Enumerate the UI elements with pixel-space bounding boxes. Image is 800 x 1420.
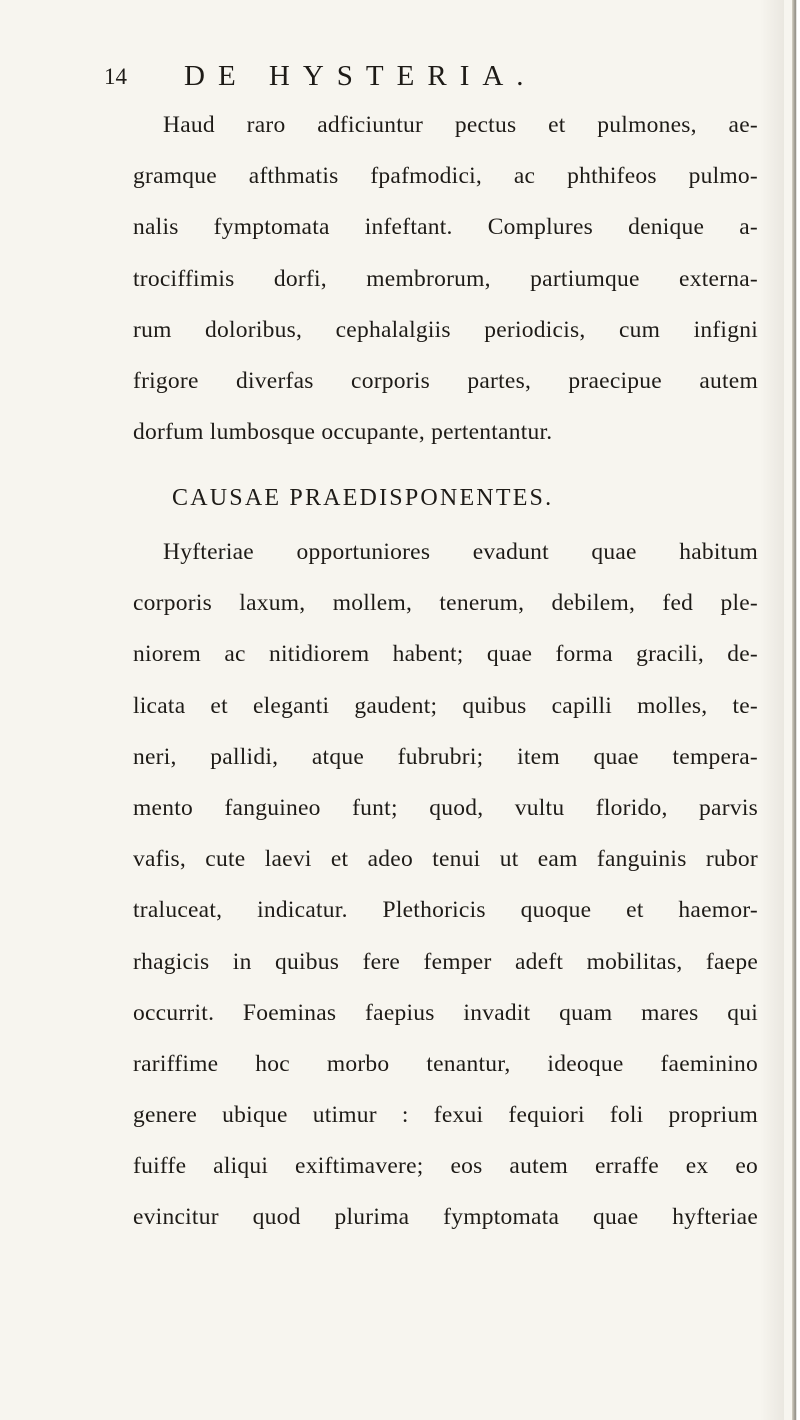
text-line: dorfum lumbosque occupante, pertentantur. [133,419,553,446]
page-gutter-shadow [760,0,784,1420]
text-line: frigore diverfas corporis partes, praecipue autem [133,367,758,394]
text-line: Haud raro adficiuntur pectus et pulmones, ae- [163,112,758,138]
page-number: 14 [104,64,127,89]
text-line: occurrit. Foeminas faepius invadit quam mares qui [133,999,758,1026]
paragraph-predisposing-causes [133,527,758,1244]
text-line: Hyfteriae opportuniores evadunt quae habitum [163,539,758,565]
text-line: genere ubique utimur : fexui fequiori foli proprium [133,1102,758,1129]
text-line: rhagicis in quibus fere femper adeft mobilitas, faepe [133,948,758,975]
text-line: niorem ac nitidiorem habent; quae forma gracili, de- [133,641,758,668]
page-edge [792,0,800,1420]
text-line: vafis, cute laevi et adeo tenui ut eam fanguinis rubor [133,846,758,873]
text-line: fuiffe aliqui exiftimavere; eos autem erraffe ex eo [133,1153,758,1180]
running-title: DE HYSTERIA. [184,60,537,92]
text-line: mento fanguineo funt; quod, vultu florido, parvis [133,794,758,821]
running-head [104,60,724,100]
text-line: neri, pallidi, atque fubrubri; item quae tempera- [133,743,758,770]
paragraph-symptoms [133,100,758,458]
text-line: gramque afthmatis fpafmodici, ac phthifeos pulmo- [133,163,758,190]
text-line: nalis fymptomata infeftant. Complures denique a- [133,214,758,241]
text-line: trociffimis dorfi, membrorum, partiumque externa- [133,265,758,292]
text-line: corporis laxum, mollem, tenerum, debilem, fed ple- [133,590,758,617]
text-line: rariffime hoc morbo tenantur, ideoque faeminino [133,1050,758,1077]
section-heading: CAUSAE PRAEDISPONENTES. [172,485,554,511]
text-line: traluceat, indicatur. Plethoricis quoque et haemor- [133,897,758,924]
text-line: rum doloribus, cephalalgiis periodicis, cum infigni [133,316,758,343]
text-line: licata et eleganti gaudent; quibus capilli molles, te- [133,692,758,719]
text-line: evincitur quod plurima fymptomata quae hyfteriae [133,1204,758,1231]
